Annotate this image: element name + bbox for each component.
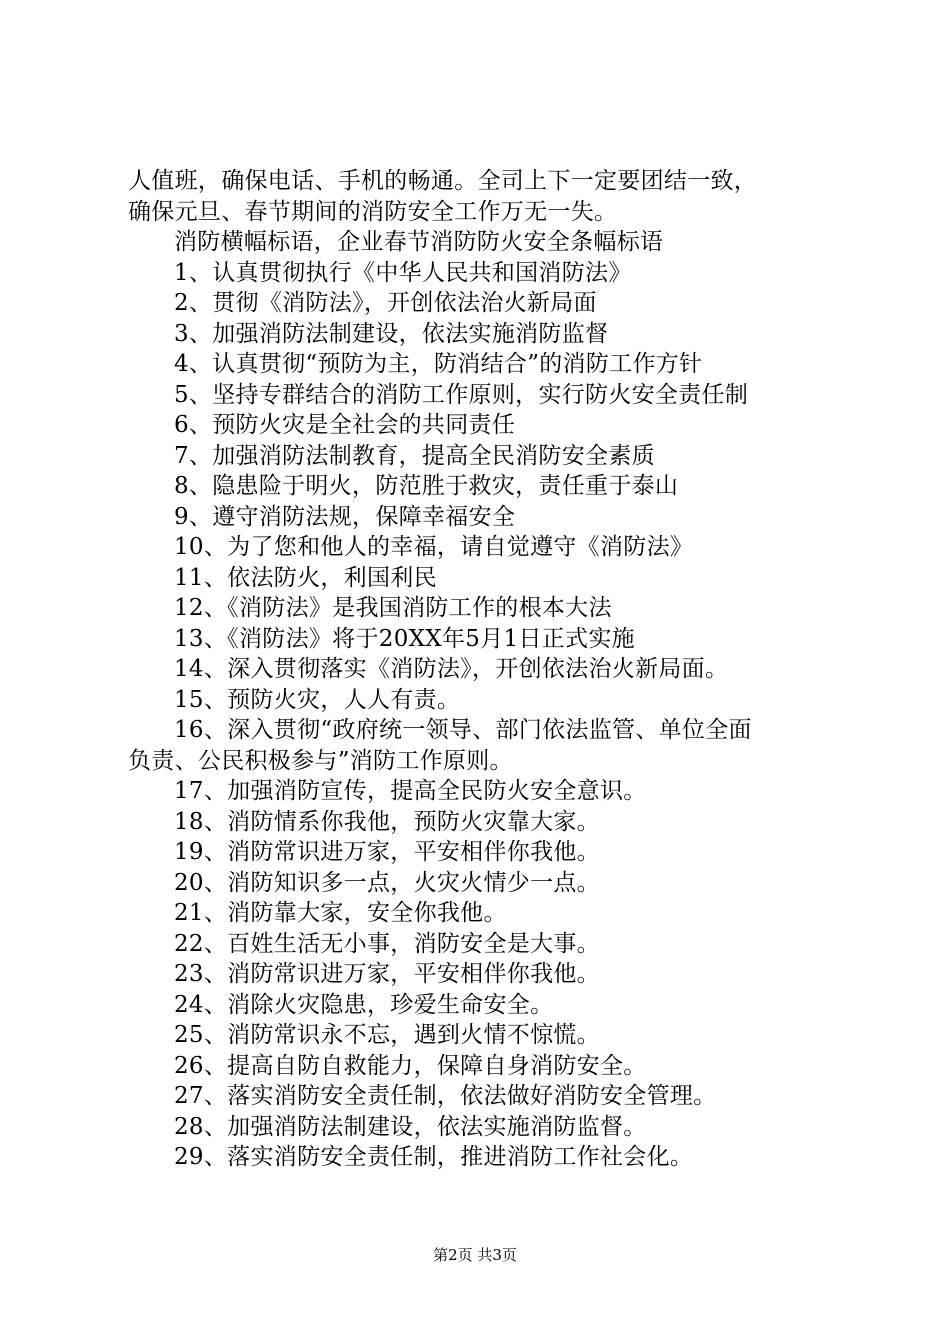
slogan-item: 25、消防常识永不忘，遇到火情不惊慌。 xyxy=(174,1022,600,1048)
intro-line: 人值班，确保电话、手机的畅通。全司上下一定要团结一致， xyxy=(128,168,758,194)
slogan-item: 28、加强消防法制建设，依法实施消防监督。 xyxy=(174,1113,647,1140)
section-heading: 消防横幅标语，企业春节消防防火安全条幅标语 xyxy=(174,229,664,255)
slogan-item: 3、加强消防法制建设，依法实施消防监督 xyxy=(174,320,609,347)
slogan-item: 1、认真贯彻执行《中华人民共和国消防法》 xyxy=(174,259,632,286)
slogan-item: 10、为了您和他人的幸福，请自觉遵守《消防法》 xyxy=(174,534,694,560)
slogan-item: 9、遵守消防法规，保障幸福安全 xyxy=(174,503,516,530)
page-footer: 第2页 共3页 xyxy=(433,1246,517,1264)
slogan-item: 2、贯彻《消防法》，开创依法治火新局面 xyxy=(174,290,597,316)
slogan-item: 6、预防火灾是全社会的共同责任 xyxy=(174,412,516,438)
slogan-item-continued: 负责、公民积极参与”消防工作原则。 xyxy=(128,747,513,774)
document-body xyxy=(128,166,833,1173)
slogan-item: 16、深入贯彻“政府统一领导、部门依法监管、单位全面 xyxy=(174,717,752,743)
slogan-item: 15、预防火灾，人人有责。 xyxy=(174,686,461,713)
slogan-item: 8、隐患险于明火，防范胜于救灾，责任重于泰山 xyxy=(174,473,679,499)
slogan-item: 20、消防知识多一点，火灾火情少一点。 xyxy=(174,869,600,896)
slogan-item: 17、加强消防宣传，提高全民防火安全意识。 xyxy=(174,778,647,804)
slogan-item: 19、消防常识进万家，平安相伴你我他。 xyxy=(174,839,600,865)
slogan-item: 22、百姓生活无小事，消防安全是大事。 xyxy=(174,930,600,957)
slogan-item: 23、消防常识进万家，平安相伴你我他。 xyxy=(174,961,600,987)
slogan-item: 5、坚持专群结合的消防工作原则，实行防火安全责任制 xyxy=(174,381,749,408)
slogan-item: 27、落实消防安全责任制，依法做好消防安全管理。 xyxy=(174,1083,717,1109)
slogan-item: 7、加强消防法制教育，提高全民消防安全素质 xyxy=(174,442,655,469)
slogan-item: 11、依法防火，利国利民 xyxy=(174,564,437,591)
slogan-item: 29、落实消防安全责任制，推进消防工作社会化。 xyxy=(174,1144,694,1170)
slogan-item: 12、《消防法》是我国消防工作的根本大法 xyxy=(174,595,612,621)
slogan-item: 21、消防靠大家，安全你我他。 xyxy=(174,900,507,926)
slogan-item: 26、提高自防自救能力，保障自身消防安全。 xyxy=(174,1052,647,1079)
slogan-item: 18、消防情系你我他，预防火灾靠大家。 xyxy=(174,808,600,835)
slogan-item: 13、《消防法》将于20XX年5月1日正式实施 xyxy=(174,625,635,652)
intro-line: 确保元旦、春节期间的消防安全工作万无一失。 xyxy=(128,198,618,225)
slogan-item: 24、消除火灾隐患，珍爱生命安全。 xyxy=(174,991,554,1018)
slogan-item: 14、深入贯彻落实《消防法》，开创依法治火新局面。 xyxy=(174,656,729,682)
slogan-item: 4、认真贯彻“预防为主，防消结合”的消防工作方针 xyxy=(174,351,703,377)
